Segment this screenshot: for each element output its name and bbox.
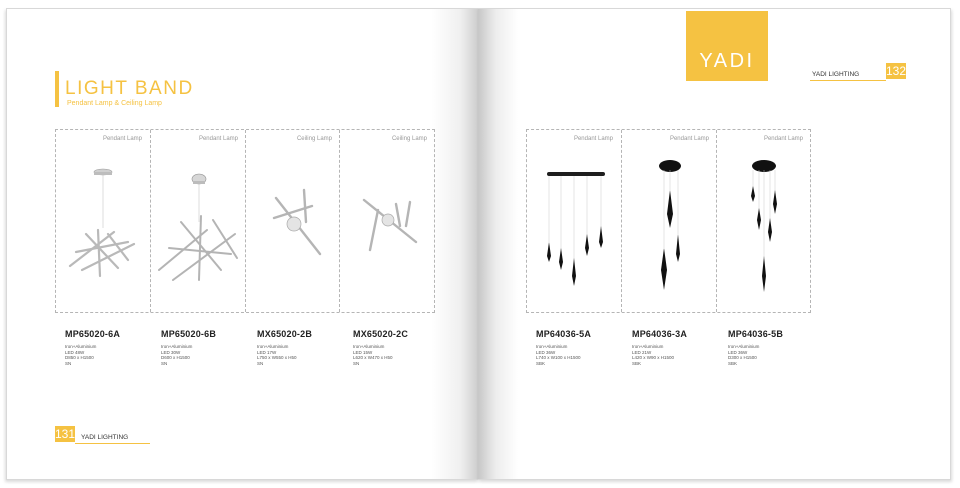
spec-dimensions: D850 x H1500: [65, 355, 94, 361]
product-category: Pendant Lamp: [669, 136, 709, 142]
spec-material: Iron+Aluminium: [632, 344, 664, 349]
product-spec: [65, 329, 157, 366]
product-category: Ceiling Lamp: [391, 136, 427, 142]
spec-power: LED 36W: [536, 349, 556, 355]
product-spec: [632, 329, 724, 366]
spec-finish: SN: [65, 360, 72, 366]
product-category: Pendant Lamp: [763, 136, 803, 142]
right-page: [478, 8, 951, 480]
pendant-lamp-image: [622, 130, 717, 312]
spec-power: LED 30W: [161, 349, 181, 355]
spec-finish: SBK: [728, 360, 738, 366]
spec-material: Iron+Aluminium: [353, 344, 385, 349]
spec-material: Iron+Aluminium: [536, 344, 568, 349]
spec-finish: SN: [353, 360, 360, 366]
spec-dimensions: L740 x W100 x H1500: [536, 355, 581, 361]
spec-finish: SBK: [632, 360, 642, 366]
page-number: 132: [886, 64, 907, 78]
ceiling-lamp-image: [246, 130, 340, 312]
section-title: LIGHT BAND: [65, 78, 194, 99]
product-spec: [536, 329, 628, 366]
product-cell: [716, 130, 811, 312]
spec-dimensions: D300 x H1500: [728, 355, 757, 361]
footer-brand: YADI LIGHTING: [81, 434, 129, 441]
page-gutter-shadow: [431, 9, 479, 479]
product-category: Pendant Lamp: [198, 136, 238, 142]
product-spec: [353, 329, 445, 366]
header-brand: YADI LIGHTING: [812, 71, 860, 78]
product-image-grid: [526, 129, 811, 313]
product-model: MP64036-5B: [728, 329, 784, 339]
product-model: MP64036-3A: [632, 329, 688, 339]
product-model: MP64036-5A: [536, 329, 592, 339]
spec-dimensions: L620 x W470 x H50: [353, 355, 393, 361]
spec-power: LED 21W: [632, 349, 652, 355]
spec-material: Iron+Aluminium: [161, 344, 193, 349]
product-cell: [621, 130, 717, 312]
spec-material: Iron+Aluminium: [728, 344, 760, 349]
product-spec: [728, 329, 820, 366]
product-image-grid: [55, 129, 435, 313]
product-cell: [56, 130, 150, 312]
pendant-lamp-image: [151, 130, 246, 312]
spec-material: Iron+Aluminium: [257, 344, 289, 349]
header-rule: [810, 80, 886, 81]
product-category: Pendant Lamp: [102, 136, 142, 142]
product-cell: [527, 130, 621, 312]
product-category: Pendant Lamp: [573, 136, 613, 142]
spec-finish: SN: [257, 360, 264, 366]
footer-rule: [75, 443, 150, 444]
section-subtitle: Pendant Lamp & Ceiling Lamp: [67, 100, 162, 107]
page-gutter-shadow: [478, 9, 518, 479]
ceiling-lamp-image: [340, 130, 435, 312]
product-cell: [245, 130, 340, 312]
product-model: MP65020-6B: [161, 329, 217, 339]
pendant-lamp-image: [717, 130, 811, 312]
product-spec: [161, 329, 253, 366]
page-number: 131: [55, 427, 76, 441]
product-model: MP65020-6A: [65, 329, 121, 339]
product-cell: [150, 130, 246, 312]
pendant-lamp-image: [527, 130, 621, 312]
product-model: MX65020-2B: [257, 329, 313, 339]
spec-dimensions: D600 x H1500: [161, 355, 190, 361]
spec-finish: SN: [161, 360, 168, 366]
section-accent-bar: [55, 71, 59, 107]
spec-finish: SBK: [536, 360, 546, 366]
spec-dimensions: L420 x W90 x H1500: [632, 355, 675, 361]
pendant-lamp-image: [56, 130, 150, 312]
left-page: [6, 8, 479, 480]
logo-text: YADI: [699, 50, 755, 72]
brand-logo: [686, 11, 768, 81]
spec-power: LED 48W: [65, 349, 85, 355]
product-spec: [257, 329, 349, 366]
spec-material: Iron+Aluminium: [65, 344, 97, 349]
product-model: MX65020-2C: [353, 329, 409, 339]
spec-dimensions: L750 x W550 x H50: [257, 355, 297, 361]
spec-power: LED 15W: [353, 349, 373, 355]
product-category: Ceiling Lamp: [296, 136, 332, 142]
spec-power: LED 36W: [728, 349, 748, 355]
product-cell: [339, 130, 435, 312]
spec-power: LED 17W: [257, 349, 277, 355]
